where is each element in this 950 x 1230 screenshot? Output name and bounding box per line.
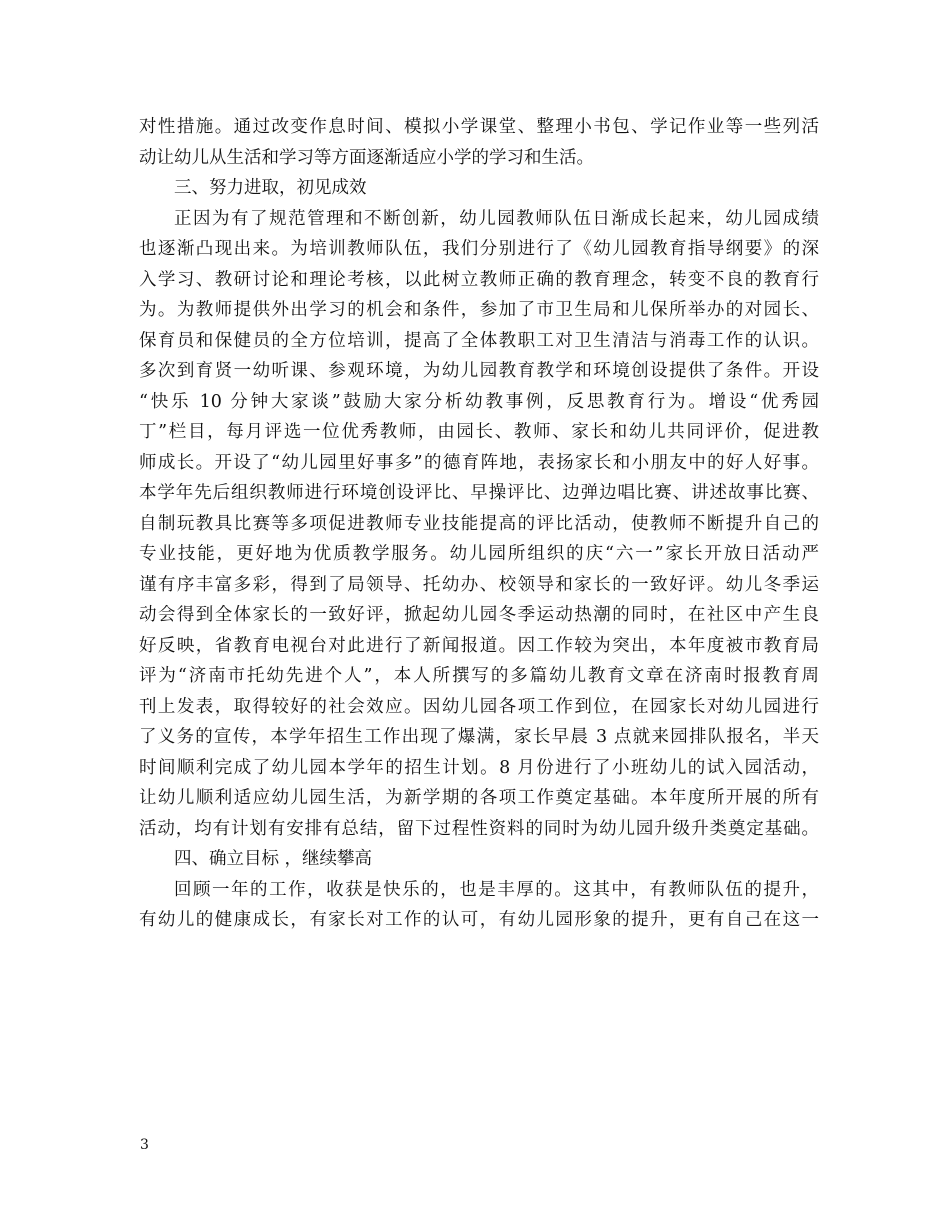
section-heading: 三、努力进取，初见成效 — [174, 178, 367, 198]
section-heading: 四、确立目标 ，继续攀高 — [174, 849, 373, 869]
text-line: 时间顺利完成了幼儿园本学年的招生计划。8 月份进行了小班幼儿的试入园活动， — [139, 757, 819, 778]
text-line: 动会得到全体家长的一致好评，掀起幼儿园冬季运动热潮的同时，在社区中产生良 — [139, 605, 819, 625]
text-line: 评为“济南市托幼先进个人”，本人所撰写的多篇幼儿教育文章在济南时报教育周 — [139, 666, 819, 686]
text-line: 为。为教师提供外出学习的机会和条件，参加了市卫生局和儿保所举办的对园长、 — [139, 300, 819, 320]
text-line: 活动，均有计划有安排有总结，留下过程性资料的同时为幼儿园升级升类奠定基础。 — [139, 818, 819, 839]
text-line: 专业技能，更好地为优质教学服务。幼儿园所组织的庆“六一”家长开放日活动严 — [139, 544, 819, 564]
text-line: “快乐 10 分钟大家谈”鼓励大家分析幼教事例，反思教育行为。增设“优秀园 — [139, 391, 819, 412]
text-line: 让幼儿顺利适应幼儿园生活，为新学期的各项工作奠定基础。本年度所开展的所有 — [139, 788, 819, 808]
text-line: 正因为有了规范管理和不断创新，幼儿园教师队伍日渐成长起来，幼儿园成绩 — [174, 208, 819, 229]
page-number: 3 — [140, 1137, 149, 1153]
text-line: 入学习、教研讨论和理论考核，以此树立教师正确的教育理念，转变不良的教育行 — [139, 269, 819, 290]
text-line: 自制玩教具比赛等多项促进教师专业技能提高的评比活动，使教师不断提升自己的 — [139, 513, 819, 534]
text-line: 多次到育贤一幼听课、参观环境，为幼儿园教育教学和环境创设提供了条件。开设 — [139, 361, 819, 381]
text-line: 刊上发表，取得较好的社会效应。因幼儿园各项工作到位，在园家长对幼儿园进行 — [139, 696, 819, 717]
body-text — [139, 112, 819, 936]
text-line: 保育员和保健员的全方位培训，提高了全体教职工对卫生清洁与消毒工作的认识。 — [139, 330, 819, 351]
text-line: 谨有序丰富多彩，得到了局领导、托幼办、校领导和家长的一致好评。幼儿冬季运 — [139, 574, 819, 595]
text-line: 师成长。开设了“幼儿园里好事多”的德育阵地，表扬家长和小朋友中的好人好事。 — [139, 452, 819, 473]
text-line: 也逐渐凸现出来。为培训教师队伍，我们分别进行了《幼儿园教育指导纲要》的深 — [139, 239, 819, 259]
text-line: 有幼儿的健康成长，有家长对工作的认可，有幼儿园形象的提升，更有自己在这一 — [139, 910, 819, 930]
text-line: 回顾一年的工作，收获是快乐的，也是丰厚的。这其中，有教师队伍的提升， — [174, 879, 819, 900]
text-line: 动让幼儿从生活和学习等方面逐渐适应小学的学习和生活。 — [139, 147, 594, 168]
text-line: 本学年先后组织教师进行环境创设评比、早操评比、边弹边唱比赛、讲述故事比赛、 — [139, 483, 819, 503]
text-line: 对性措施。通过改变作息时间、模拟小学课堂、整理小书包、学记作业等一些列活 — [139, 117, 819, 137]
text-line: 好反映，省教育电视台对此进行了新闻报道。因工作较为突出，本年度被市教育局 — [139, 635, 819, 656]
text-line: 了义务的宣传，本学年招生工作出现了爆满，家长早晨 3 点就来园排队报名，半天 — [139, 727, 819, 747]
text-line: 丁”栏目，每月评选一位优秀教师，由园长、教师、家长和幼儿共同评价，促进教 — [139, 422, 819, 442]
